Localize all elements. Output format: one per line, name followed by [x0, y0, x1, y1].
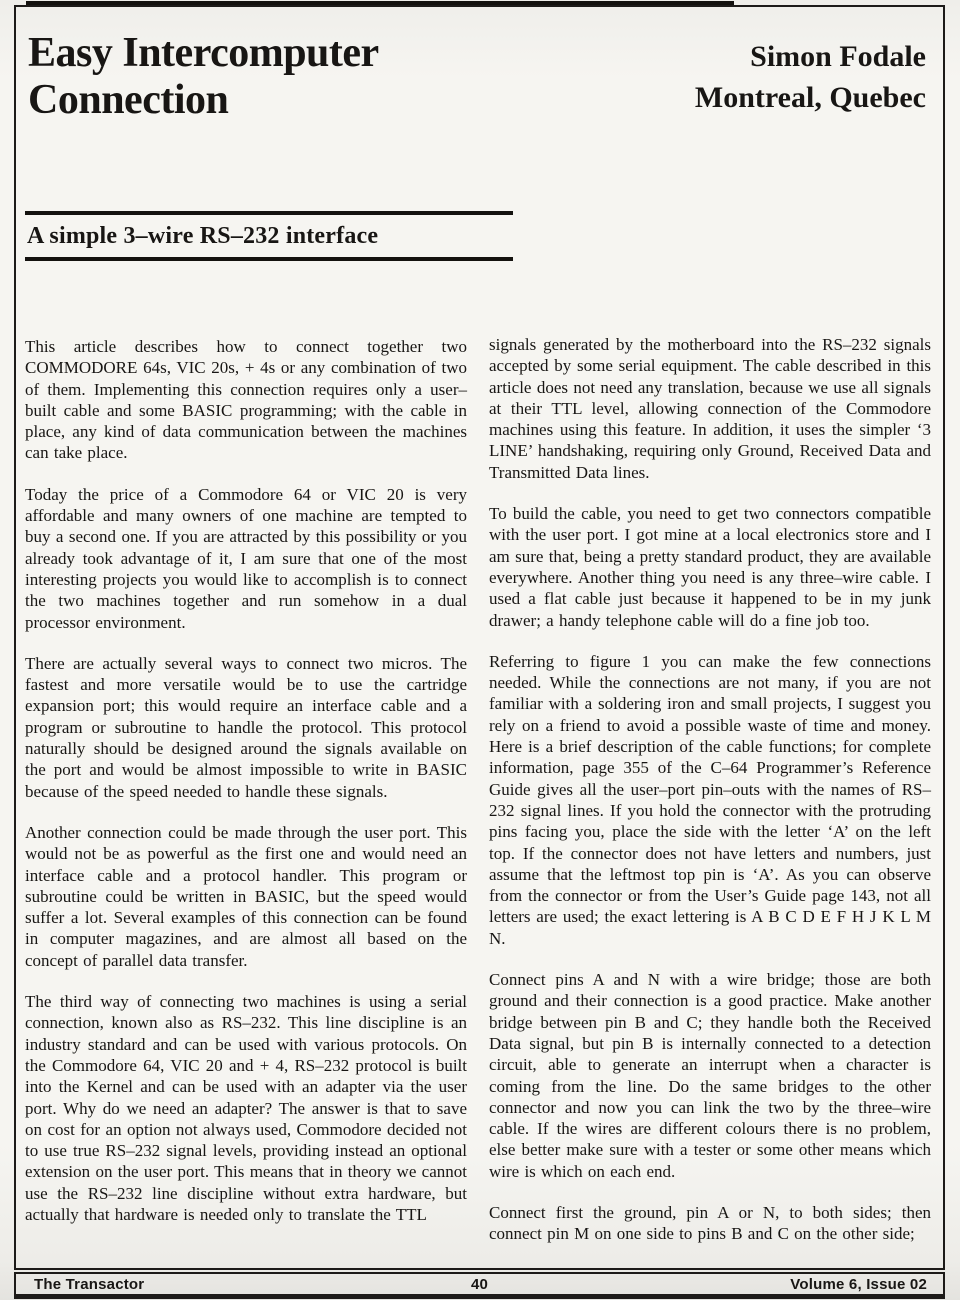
paragraph: Another connection could be made through the user port. This would not be as powerful as the first one and would need an interface cable and a protocol handler. This program or subroutine could be written in BASIC, but the speed would suffer a lot. Several examples of this connection can be found in computer magazines, and are almost all based on the concept of parallel data transfer. [25, 822, 467, 970]
author-name: Simon Fodale [750, 40, 926, 73]
article-title [28, 30, 379, 124]
page-footer [14, 1272, 945, 1299]
magazine-name: The Transactor [34, 1275, 145, 1293]
paragraph: Connect pins A and N with a wire bridge; those are both ground and their connection is a good practice. Make another bridge between pin B and C; they handle both the Received Data signal, but pin B is internally connected to a detection circuit, able to generate an interrupt when a character is coming from the line. Do the same bridges to the other connector and now you can link the two by the three–wire cable. If the wires are different colours there is no problem, else better make sure with a tester or some other means which wire is which on each end. [489, 970, 931, 1181]
article-column-right [489, 334, 931, 1245]
paragraph: To build the cable, you need to get two connectors compatible with the user port. I got mine at a local electronics store and I am sure that, being a pretty standard product, they are available everywhere. Another thing you need is any three–wire cable. I used a flat cable just because it happened to be in my junk drawer; a handy telephone cable will do a fine job too. [489, 504, 931, 630]
paragraph: Referring to figure 1 you can make the few connections needed. While the connections are not many, if you are not familiar with a soldering iron and small projects, I suggest you rely on a friend to avoid a possible waste of time and money. Here is a brief description of the cable functions; for complete information, page 355 of the C–64 Programmer’s Reference Guide gives all the user–port pin–outs with the names of RS–232 signal lines. If you hold the connector with the protruding pins facing you, place the side with the letter ‘A’ on the left top. If the connector does not have letters and numbers, just assume that the leftmost top pin is ‘A’. As you can observe from the connector or from the User’s Guide page 143, not all letters are used; the exact lettering is A B C D E F H J K L M N. [489, 651, 931, 948]
paragraph: The third way of connecting two machines is using a serial connection, known also as RS–232. This line discipline is an industry standard and can be used with various protocols. On the Commodore 64, VIC 20 and + 4, RS–232 protocol is built into the Kernel and can be used with an adapter via the user port. Why do we need an adapter? The answer is that to save on cost for an option not always used, Commodore decided not to use true RS–232 signal levels, providing instead an optional extension on the user port. This means that in theory we cannot use the RS–232 line discipline without extra hardware, but actually that hardware is needed only to translate the TTL [25, 992, 467, 1224]
paragraph: Connect first the ground, pin A or N, to both sides; then connect pin M on one side to pins B and C on the other side; [489, 1202, 931, 1244]
article-subtitle: A simple 3–wire RS–232 interface [25, 211, 513, 261]
paragraph: signals generated by the motherboard into the RS–232 signals accepted by some serial equipment. The cable described in this article does not need any translation, because we use all signals at their TTL level, allowing connection of the Commodore machines using this feature. In addition, it uses the simpler ‘3 LINE’ handshaking, requiring only Ground, Received Data and Transmitted Data lines. [489, 335, 931, 482]
article-title-line1: Easy Intercomputer [28, 30, 379, 76]
paragraph: There are actually several ways to connect two micros. The fastest and more versatile would be to use the cartridge expansion port; this would require an interface cable and a program or subroutine to handle the protocol. This protocol naturally should be designed around the signals available on the port and would be almost impossible to write in BASIC because of the speed needed to handle these signals. [25, 653, 467, 801]
page-number: 40 [470, 1275, 489, 1293]
issue-label: Volume 6, Issue 02 [790, 1275, 927, 1293]
author-byline [695, 36, 926, 118]
paragraph: This article describes how to connect together two COMMODORE 64s, VIC 20s, + 4s or any combination of two of them. Implementing this connection requires only a user–built cable and some BASIC programming; with the cable in place, any kind of data communication between the machines can take place. [25, 337, 467, 463]
article-title-line2: Connection [28, 77, 229, 123]
author-location: Montreal, Quebec [694, 81, 926, 114]
paragraph: Today the price of a Commodore 64 or VIC 20 is very affordable and many owners of one machine are tempted to buy a second one. If you are attracted by this possibility or you already took advantage of it, I am sure that one of the most interesting projects you would like to accomplish is to connect the two machines together and run somehow in a dual processor environment. [25, 484, 467, 632]
article-column-left [25, 336, 467, 1225]
